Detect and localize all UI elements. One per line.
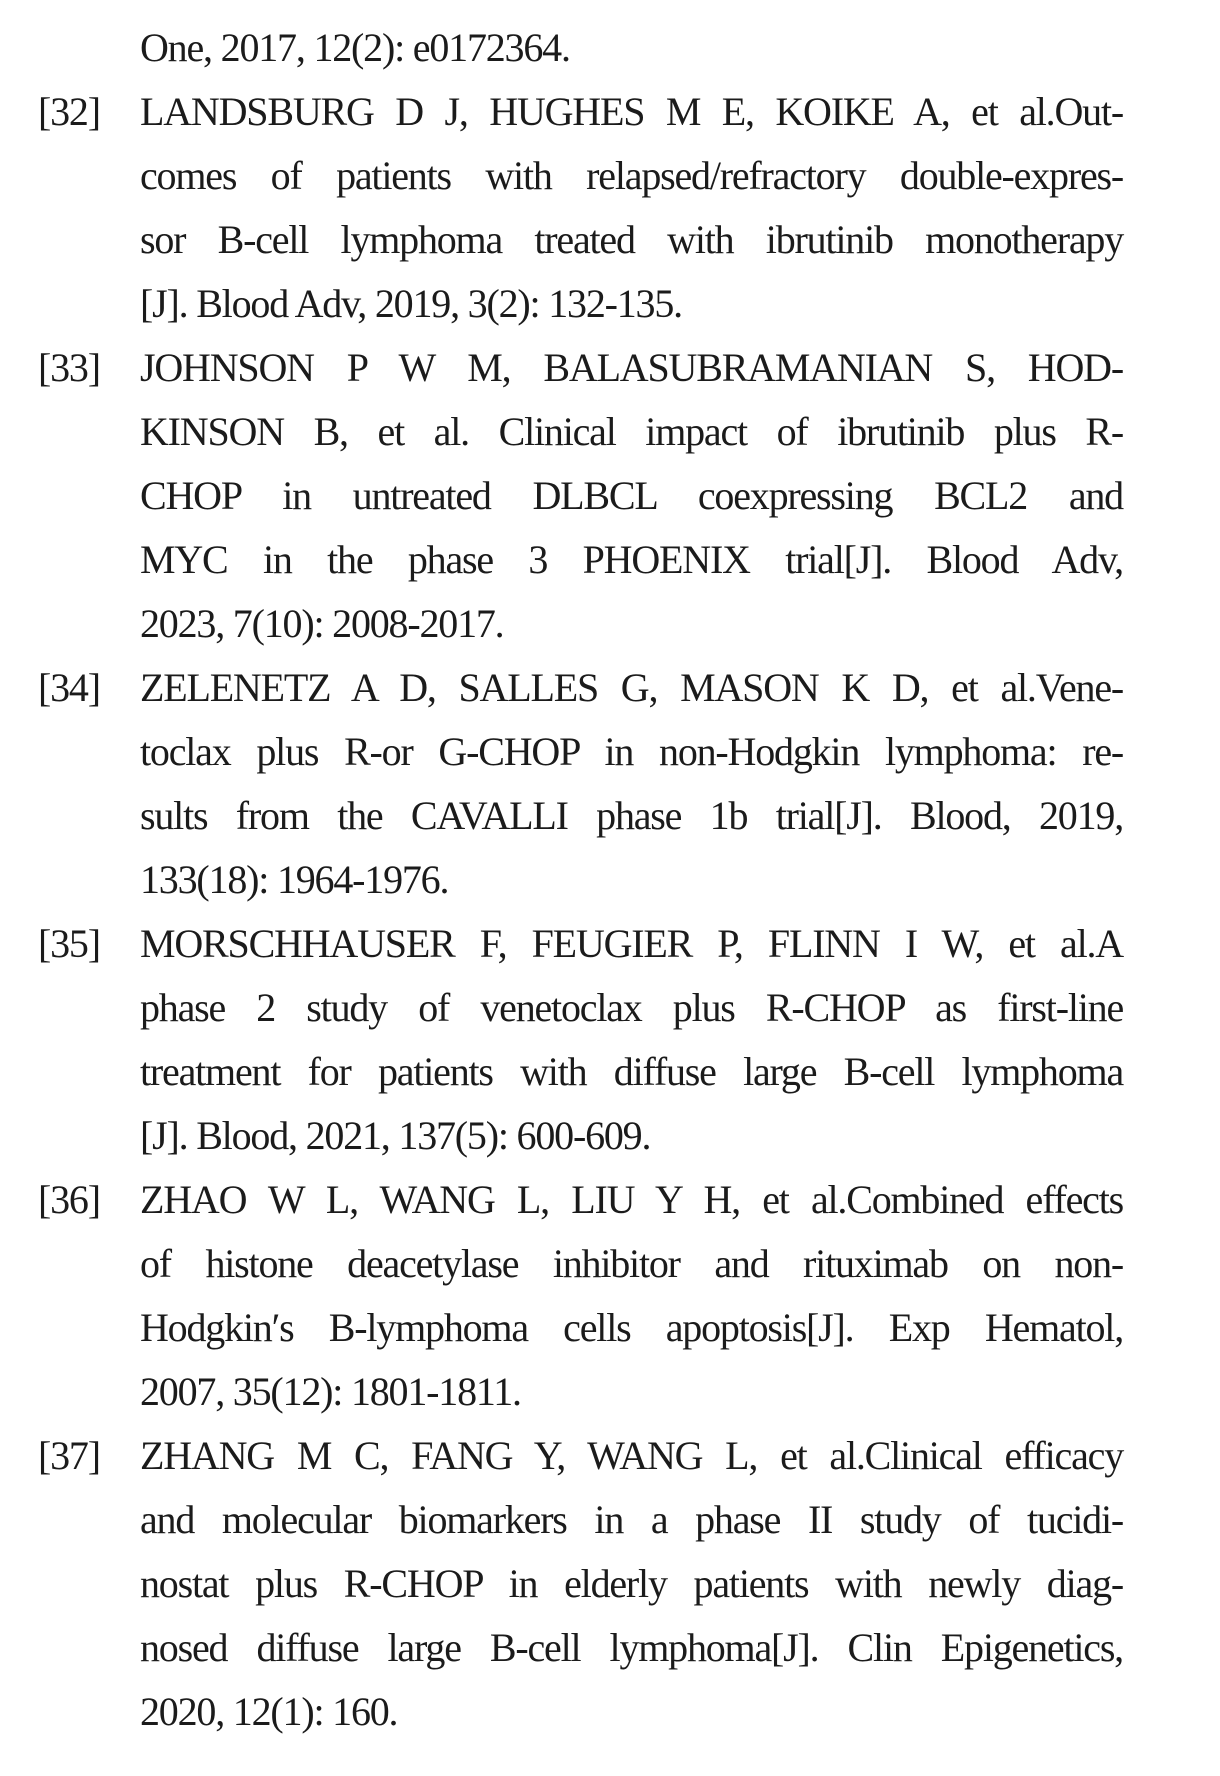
reference-item [38, 912, 1220, 1168]
reference-item [38, 1168, 1220, 1424]
reference-item [38, 1424, 1220, 1744]
reference-number: [34] [38, 665, 100, 710]
reference-item [38, 656, 1220, 912]
reference-line: nosed diffuse large B-cell lymphoma[J]. Clin Epigenetics, [140, 1625, 1123, 1670]
reference-item [38, 16, 1220, 80]
reference-number: [32] [38, 89, 100, 134]
reference-text [140, 16, 1123, 80]
reference-text [140, 80, 1123, 336]
reference-text [140, 912, 1123, 1168]
reference-line: phase 2 study of venetoclax plus R-CHOP as first-line [140, 985, 1123, 1030]
reference-line: ZELENETZ A D, SALLES G, MASON K D, et al.Vene- [140, 665, 1123, 710]
reference-line: MORSCHHAUSER F, FEUGIER P, FLINN I W, et al.A [140, 921, 1123, 966]
reference-line: JOHNSON P W M, BALASUBRAMANIAN S, HOD- [140, 345, 1123, 390]
reference-text [140, 1168, 1123, 1424]
reference-line: and molecular biomarkers in a phase II study of tucidi- [140, 1497, 1123, 1542]
reference-line: of histone deacetylase inhibitor and rituximab on non- [140, 1241, 1123, 1286]
reference-line: toclax plus R-or G-CHOP in non-Hodgkin lymphoma: re- [140, 729, 1123, 774]
reference-line: 2023, 7(10): 2008-2017. [140, 601, 504, 646]
reference-item [38, 80, 1220, 336]
reference-number: [33] [38, 345, 100, 390]
reference-line: comes of patients with relapsed/refractory double-expres- [140, 153, 1123, 198]
reference-text [140, 336, 1123, 656]
reference-text [140, 1424, 1123, 1744]
reference-number: [37] [38, 1433, 100, 1478]
reference-item [38, 336, 1220, 656]
reference-line: 2020, 12(1): 160. [140, 1689, 398, 1734]
reference-line: nostat plus R-CHOP in elderly patients with newly diag- [140, 1561, 1123, 1606]
reference-line: ZHANG M C, FANG Y, WANG L, et al.Clinical efficacy [140, 1433, 1123, 1478]
reference-line: MYC in the phase 3 PHOENIX trial[J]. Blood Adv, [140, 537, 1123, 582]
reference-line: CHOP in untreated DLBCL coexpressing BCL2 and [140, 473, 1123, 518]
reference-line: sults from the CAVALLI phase 1b trial[J]. Blood, 2019, [140, 793, 1123, 838]
reference-line: Hodgkin′s B-lymphoma cells apoptosis[J]. Exp Hematol, [140, 1305, 1123, 1350]
reference-line: One, 2017, 12(2): e0172364. [140, 25, 570, 70]
reference-line: 2007, 35(12): 1801-1811. [140, 1369, 521, 1414]
reference-line: 133(18): 1964-1976. [140, 857, 449, 902]
reference-number: [36] [38, 1177, 100, 1222]
reference-line: treatment for patients with diffuse large B-cell lymphoma [140, 1049, 1123, 1094]
reference-line: ZHAO W L, WANG L, LIU Y H, et al.Combined effects [140, 1177, 1123, 1222]
reference-line: [J]. Blood Adv, 2019, 3(2): 132-135. [140, 281, 682, 326]
reference-number: [35] [38, 921, 100, 966]
reference-line: sor B-cell lymphoma treated with ibrutinib monotherapy [140, 217, 1123, 262]
reference-line: KINSON B, et al. Clinical impact of ibrutinib plus R- [140, 409, 1123, 454]
reference-line: LANDSBURG D J, HUGHES M E, KOIKE A, et al.Out- [140, 89, 1123, 134]
reference-text [140, 656, 1123, 912]
reference-line: [J]. Blood, 2021, 137(5): 600-609. [140, 1113, 651, 1158]
